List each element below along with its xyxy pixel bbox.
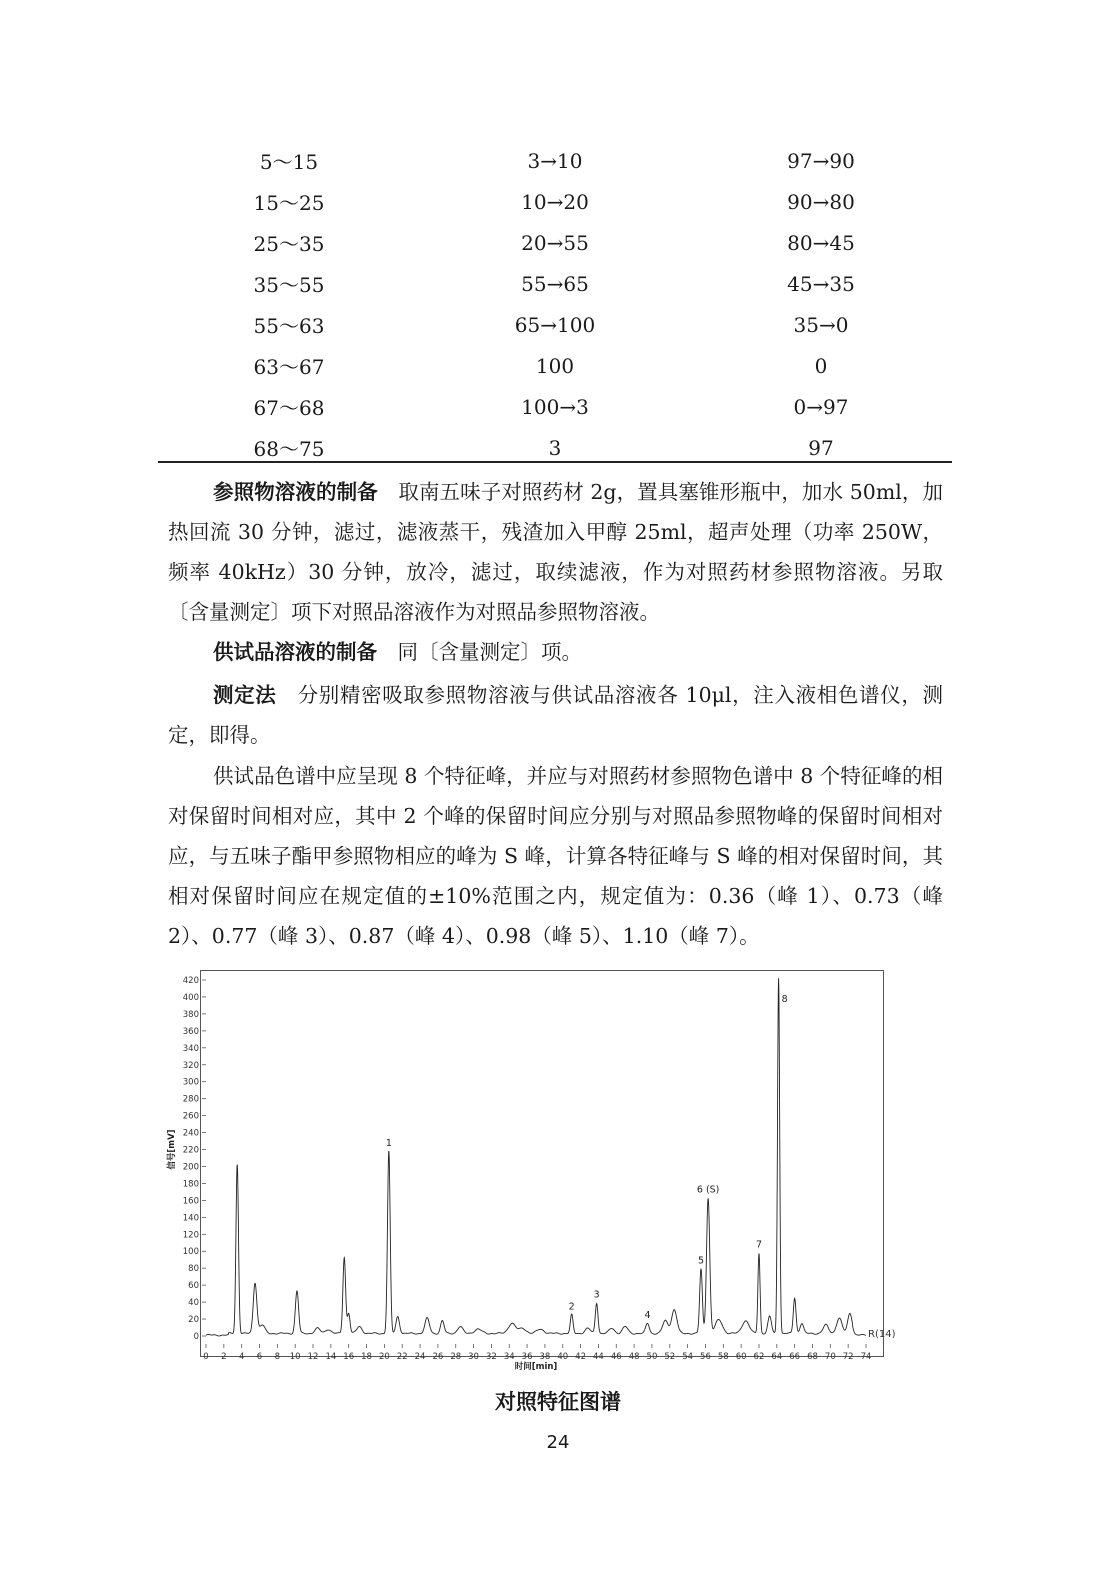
x-tick-label: 48 [628, 1352, 640, 1362]
x-tick-label: 32 [485, 1352, 497, 1362]
x-tick-label: 30 [468, 1352, 479, 1362]
y-tick-label: 140 [182, 1213, 199, 1224]
table-cell: 100→3 [521, 394, 589, 419]
y-tick-label: 340 [182, 1043, 199, 1054]
x-tick-label: 44 [593, 1352, 604, 1362]
table-cell: 35→0 [793, 312, 849, 337]
table-row [158, 386, 952, 427]
x-tick-label: 8 [274, 1352, 281, 1362]
y-tick-label: 260 [182, 1111, 199, 1122]
x-axis-label: 时间[min] [514, 1362, 558, 1372]
table-cell: 55→65 [521, 271, 589, 296]
table-row [158, 181, 952, 222]
table-row [158, 263, 952, 304]
y-tick-label: 360 [182, 1026, 199, 1037]
x-tick-label: 12 [307, 1352, 319, 1362]
sample-solution-title: 供试品溶液的制备 [213, 640, 377, 664]
y-tick-label: 400 [182, 992, 199, 1003]
y-tick-label: 0 [193, 1332, 199, 1342]
x-tick-label: 16 [343, 1352, 355, 1362]
table-cell: 63～67 [253, 355, 325, 379]
table-cell: 15～25 [253, 191, 325, 215]
x-tick-label: 46 [610, 1352, 622, 1362]
table-row [158, 222, 952, 263]
sample-solution-paragraph [168, 632, 943, 672]
y-tick-label: 160 [182, 1196, 199, 1207]
table-cell: 100 [535, 353, 575, 378]
table-cell: 97→90 [787, 148, 855, 173]
x-tick-label: 52 [664, 1352, 676, 1362]
x-tick-label: 64 [771, 1352, 783, 1362]
page-number: 24 [546, 1432, 570, 1453]
x-tick-label: 60 [735, 1352, 747, 1362]
table-cell: 45→35 [787, 271, 855, 296]
table-cell: 25～35 [253, 232, 325, 256]
table-cell: 67～68 [253, 396, 325, 420]
peak-label: 3 [593, 1289, 600, 1301]
series-label: R(14) [868, 1329, 896, 1340]
x-tick-label: 38 [539, 1352, 551, 1362]
x-tick-label: 42 [575, 1352, 587, 1362]
table-bottom-rule [158, 461, 952, 463]
x-tick-label: 26 [432, 1352, 444, 1362]
sample-solution-text: 同〔含量测定〕项。 [397, 640, 582, 664]
table-cell: 97 [808, 435, 834, 460]
result-paragraph [168, 756, 943, 956]
y-tick-label: 80 [188, 1264, 199, 1275]
x-tick-label: 50 [646, 1352, 658, 1362]
x-tick-label: 0 [203, 1352, 209, 1362]
x-tick-label: 34 [503, 1352, 515, 1362]
gradient-table [158, 140, 952, 468]
peak-label: 1 [385, 1137, 392, 1149]
figure-caption: 对照特征图谱 [495, 1390, 621, 1414]
x-tick-label: 28 [450, 1352, 462, 1362]
peak-label: 2 [568, 1301, 575, 1313]
peak-label: 7 [755, 1239, 762, 1251]
y-tick-label: 380 [182, 1009, 199, 1020]
y-tick-label: 100 [182, 1247, 199, 1258]
x-tick-label: 70 [824, 1352, 836, 1362]
x-tick-label: 54 [682, 1352, 694, 1362]
table-cell: 35～55 [253, 273, 325, 297]
x-tick-label: 66 [789, 1352, 801, 1362]
table-cell: 0→97 [793, 394, 849, 419]
table-cell: 5～15 [259, 150, 319, 174]
x-tick-label: 24 [414, 1352, 426, 1362]
x-tick-label: 72 [842, 1352, 854, 1362]
peak-label: 5 [697, 1255, 705, 1267]
reference-solution-paragraph [168, 472, 943, 632]
x-tick-label: 62 [753, 1352, 765, 1362]
x-tick-label: 10 [289, 1352, 301, 1362]
method-paragraph [168, 675, 943, 755]
x-tick-label: 18 [361, 1352, 372, 1362]
y-tick-label: 320 [182, 1060, 199, 1071]
table-cell: 80→45 [787, 230, 855, 255]
table-cell: 55～63 [253, 314, 325, 338]
chromatogram-chart [160, 960, 920, 1380]
peak-label: 6 (S) [696, 1184, 720, 1196]
y-tick-label: 200 [182, 1162, 199, 1173]
x-tick-label: 20 [378, 1352, 390, 1362]
table-cell: 3 [548, 435, 562, 460]
method-text: 分别精密吸取参照物溶液与供试品溶液各 10μl，注入液相色谱仪，测定，即得。 [168, 683, 944, 747]
y-tick-label: 60 [188, 1281, 199, 1292]
y-tick-label: 420 [182, 976, 199, 986]
table-cell: 90→80 [787, 189, 855, 214]
reference-solution-text: 取南五味子对照药材 2g，置具塞锥形瓶中，加水 50ml，加热回流 30 分钟，滤过，滤液蒸干，残渣加入甲醇 25ml，超声处理（功率 250W，频率 40kHz）30 分钟，放冷，滤过，取续滤液，作为对照药材参照物溶液。另取〔含量测定〕项下对照品溶液作为对照品参照物溶液。 [168, 480, 944, 624]
x-tick-label: 4 [238, 1352, 245, 1362]
table-cell: 0 [814, 353, 828, 378]
x-tick-label: 14 [325, 1352, 337, 1362]
y-tick-label: 120 [182, 1230, 199, 1241]
result-text: 供试品色谱中应呈现 8 个特征峰，并应与对照药材参照物色谱中 8 个特征峰的相对保留时间相对应，其中 2 个峰的保留时间应分别与对照品参照物峰的保留时间相对应，与五味子酯甲参照物相应的峰为 S 峰，计算各特征峰与 S 峰的相对保留时间，其相对保留时间应在规定值的±10%范围之内，规定值为：0.36（峰 1）、0.73（峰 2）、0.77（峰 3）、0.87（峰 4）、0.98（峰 5）、1.10（峰 7）。 [168, 764, 943, 948]
y-tick-label: 180 [182, 1179, 199, 1190]
table-row [158, 304, 952, 345]
y-tick-label: 20 [188, 1315, 199, 1326]
x-tick-label: 6 [256, 1352, 263, 1362]
y-tick-label: 240 [182, 1128, 199, 1139]
table-cell: 65→100 [514, 312, 596, 337]
y-axis-label: 信号[mV] [167, 1129, 177, 1170]
x-tick-label: 56 [700, 1352, 711, 1362]
chromatogram-trace [206, 978, 866, 1336]
method-title: 测定法 [213, 683, 277, 707]
x-tick-label: 40 [557, 1352, 569, 1362]
table-row [158, 140, 952, 181]
y-tick-label: 40 [188, 1298, 199, 1309]
table-row [158, 345, 952, 386]
x-tick-label: 36 [521, 1352, 533, 1362]
table-cell: 68～75 [253, 437, 325, 461]
table-cell: 20→55 [521, 230, 589, 255]
reference-solution-title: 参照物溶液的制备 [213, 480, 378, 504]
table-cell: 3→10 [527, 148, 583, 173]
x-tick-label: 22 [396, 1352, 408, 1362]
y-tick-label: 220 [182, 1145, 199, 1156]
peak-label: 4 [644, 1309, 651, 1321]
y-tick-label: 300 [182, 1077, 199, 1088]
y-tick-label: 280 [182, 1094, 199, 1105]
x-tick-label: 58 [717, 1352, 729, 1362]
x-tick-label: 2 [221, 1352, 227, 1362]
x-tick-label: 68 [807, 1352, 818, 1362]
peak-label: 8 [781, 993, 788, 1005]
x-tick-label: 74 [860, 1352, 872, 1362]
table-cell: 10→20 [521, 189, 589, 214]
